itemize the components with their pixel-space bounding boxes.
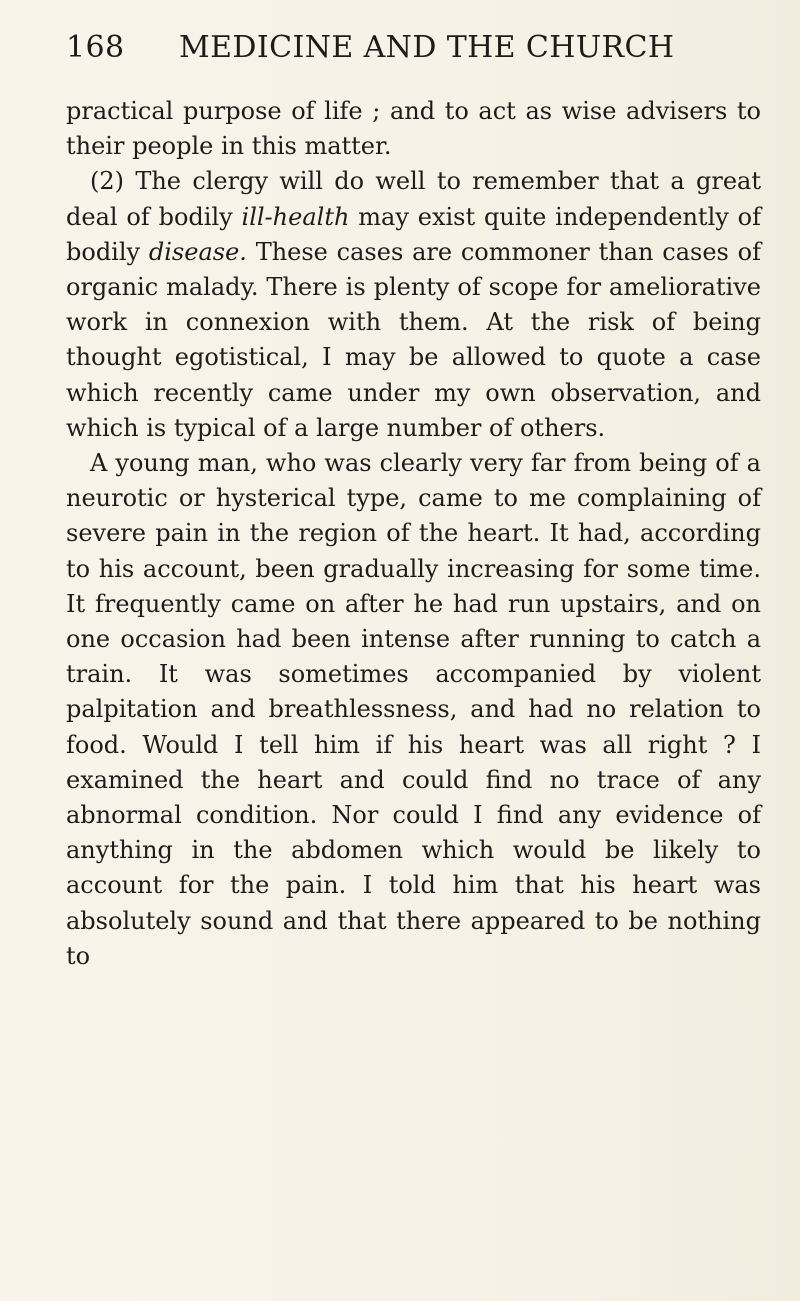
italic-disease: disease. bbox=[148, 237, 247, 266]
paragraph-clergy-text-2: may exist quite independently of bodily bbox=[66, 202, 761, 266]
paragraph-clergy-text-1: (2) The clergy will do well to remember that a great deal of bodily bbox=[66, 167, 761, 231]
page-number: 168 bbox=[66, 30, 125, 65]
paragraph-clergy bbox=[66, 164, 761, 446]
page-header bbox=[66, 30, 756, 70]
paragraph-continuation: practical purpose of life ; and to act as wise advisers to their people in this matter. bbox=[66, 97, 761, 161]
paragraph-clergy-text-3: These cases are commoner than cases of organic malady. There is plenty of scope for ameliorative work in connexion with them. At the risk of being thought egotistical, I may be allowed to quote a case which recently came under my own observation, and which is typical of a large number of others. bbox=[66, 237, 762, 442]
running-head: MEDICINE AND THE CHURCH bbox=[179, 30, 675, 65]
italic-ill-health: ill-health bbox=[241, 202, 350, 231]
paragraph-young-man: A young man, who was clearly very far from being of a neurotic or hysterical type, came to me complaining of severe pain in the region of the heart. It had, according to his account, been gradually increasing for some time. It frequently came on after he had run upstairs, and on one occasion had been intense after running to catch a train. It was sometimes accompanied by violent palpitation and breathlessness, and had no relation to food. Would I tell him if his heart was all right ? I examined the heart and could find no trace of any abnormal condition. Nor could I find any evidence of anything in the abdomen which would be likely to account for the pain. I told him that his heart was absolutely sound and that there appeared to be nothing to bbox=[66, 449, 761, 970]
body-text bbox=[66, 94, 761, 974]
